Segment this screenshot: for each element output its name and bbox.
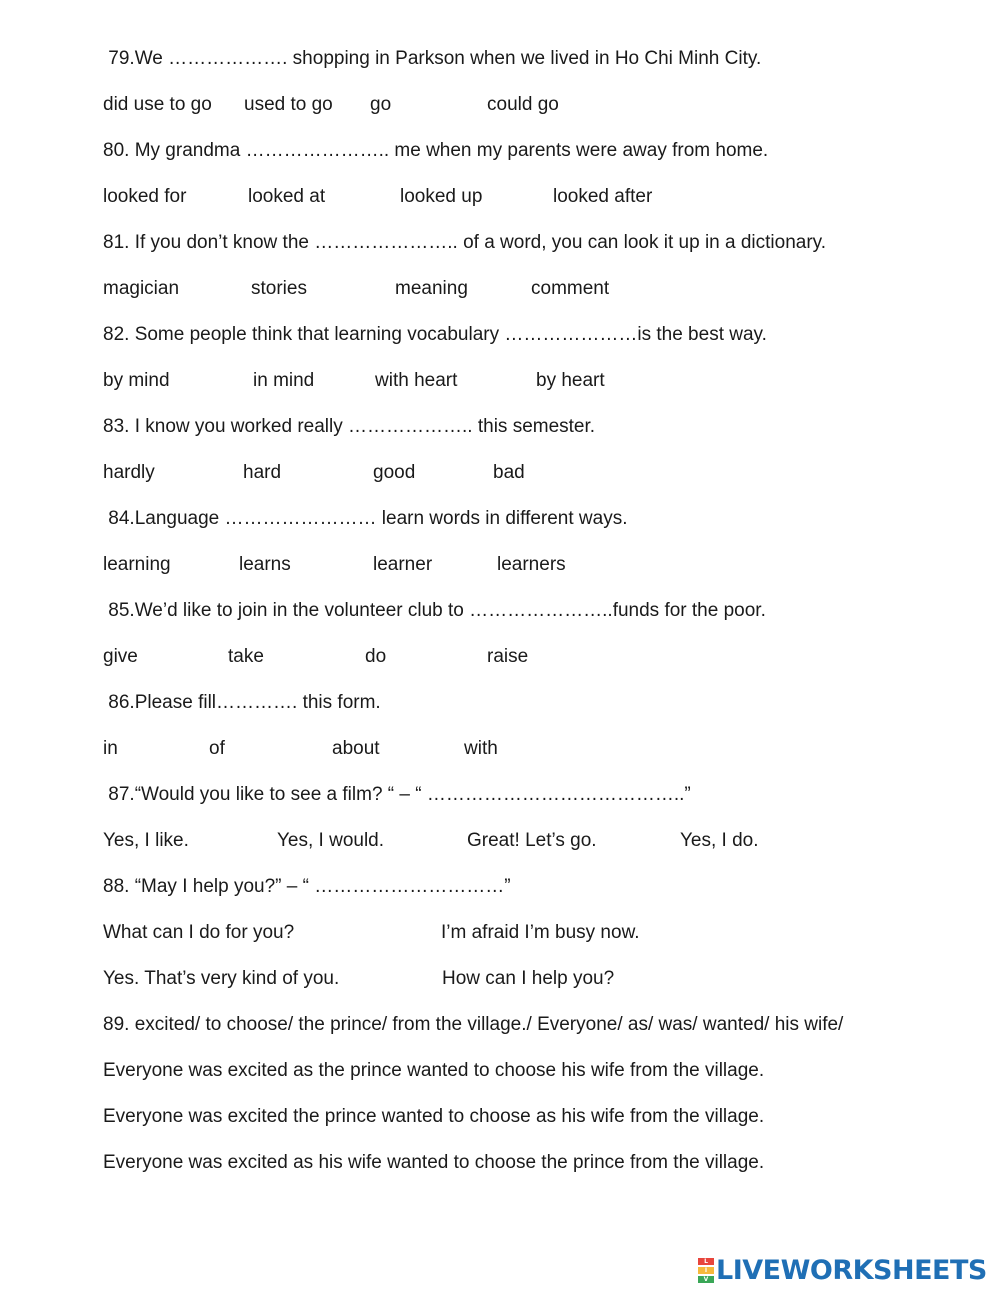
question-89-option-c: Everyone was excited as his wife wanted to choose the prince from the village. [103, 1152, 765, 1173]
question-82-stem: 82. Some people think that learning vocabulary …………………is the best way. [103, 324, 767, 345]
question-85-option-b: take [228, 646, 264, 667]
question-86-stem: 86.Please fill…………. this form. [103, 692, 381, 713]
question-83-option-b: hard [243, 462, 282, 483]
question-87-option-b: Yes, I would. [277, 830, 385, 851]
question-86-option-a: in [103, 738, 118, 759]
question-80-option-d: looked after [553, 186, 653, 207]
question-87-option-c: Great! Let’s go. [467, 830, 597, 851]
question-85-stem: 85.We’d like to join in the volunteer club to …………………..funds for the poor. [103, 600, 766, 621]
logo-mark-letter: L [698, 1258, 714, 1265]
question-79-stem: 79.We ………………. shopping in Parkson when we lived in Ho Chi Minh City. [103, 48, 762, 69]
question-88-option-b: I’m afraid I’m busy now. [441, 922, 640, 943]
question-79-option-b: used to go [244, 94, 333, 115]
question-79-option-a: did use to go [103, 94, 212, 115]
question-88-option-d: How can I help you? [442, 968, 615, 989]
question-84-stem: 84.Language …………………… learn words in different ways. [103, 508, 628, 529]
question-84-option-b: learns [239, 554, 291, 575]
question-87-option-a: Yes, I like. [103, 830, 189, 851]
question-87-option-d: Yes, I do. [680, 830, 759, 851]
question-80-option-c: looked up [400, 186, 483, 207]
question-86-option-d: with [464, 738, 498, 759]
question-82-option-a: by mind [103, 370, 170, 391]
question-83-option-d: bad [493, 462, 525, 483]
question-80-option-b: looked at [248, 186, 326, 207]
question-87-stem: 87.“Would you like to see a film? “ – “ …………………………………..” [103, 784, 691, 805]
question-82-option-b: in mind [253, 370, 315, 391]
question-79-option-c: go [370, 94, 392, 115]
question-89-stem: 89. excited/ to choose/ the prince/ from the village./ Everyone/ as/ was/ wanted/ his wife/ [103, 1014, 844, 1035]
logo-text: LIVEWORKSHEETS [716, 1254, 987, 1286]
question-89-option-b: Everyone was excited the prince wanted to choose as his wife from the village. [103, 1106, 765, 1127]
logo-mark-letter: I [698, 1267, 714, 1274]
question-88-option-c: Yes. That’s very kind of you. [103, 968, 340, 989]
question-80-option-a: looked for [103, 186, 187, 207]
question-83-option-a: hardly [103, 462, 155, 483]
question-84-option-a: learning [103, 554, 171, 575]
question-82-option-d: by heart [536, 370, 605, 391]
question-88-option-a: What can I do for you? [103, 922, 295, 943]
question-83-option-c: good [373, 462, 416, 483]
question-84-option-c: learner [373, 554, 433, 575]
question-79-option-d: could go [487, 94, 559, 115]
question-81-option-a: magician [103, 278, 180, 299]
question-81-option-b: stories [251, 278, 307, 299]
question-85-option-d: raise [487, 646, 529, 667]
question-84-option-d: learners [497, 554, 566, 575]
question-89-option-a: Everyone was excited as the prince wanted to choose his wife from the village. [103, 1060, 765, 1081]
question-81-option-d: comment [531, 278, 610, 299]
question-80-stem: 80. My grandma ………………….. me when my parents were away from home. [103, 140, 769, 161]
liveworksheets-logo [698, 1254, 987, 1286]
logo-mark-icon [698, 1257, 714, 1284]
question-85-option-a: give [103, 646, 138, 667]
question-86-option-b: of [209, 738, 225, 759]
question-88-stem: 88. “May I help you?” – “ …………………………” [103, 876, 511, 897]
question-83-stem: 83. I know you worked really ……………….. this semester. [103, 416, 596, 437]
question-86-option-c: about [332, 738, 380, 759]
question-85-option-c: do [365, 646, 387, 667]
question-81-option-c: meaning [395, 278, 468, 299]
question-81-stem: 81. If you don’t know the ………………….. of a word, you can look it up in a dictionary. [103, 232, 827, 253]
question-82-option-c: with heart [375, 370, 458, 391]
logo-mark-letter: V [698, 1276, 714, 1283]
